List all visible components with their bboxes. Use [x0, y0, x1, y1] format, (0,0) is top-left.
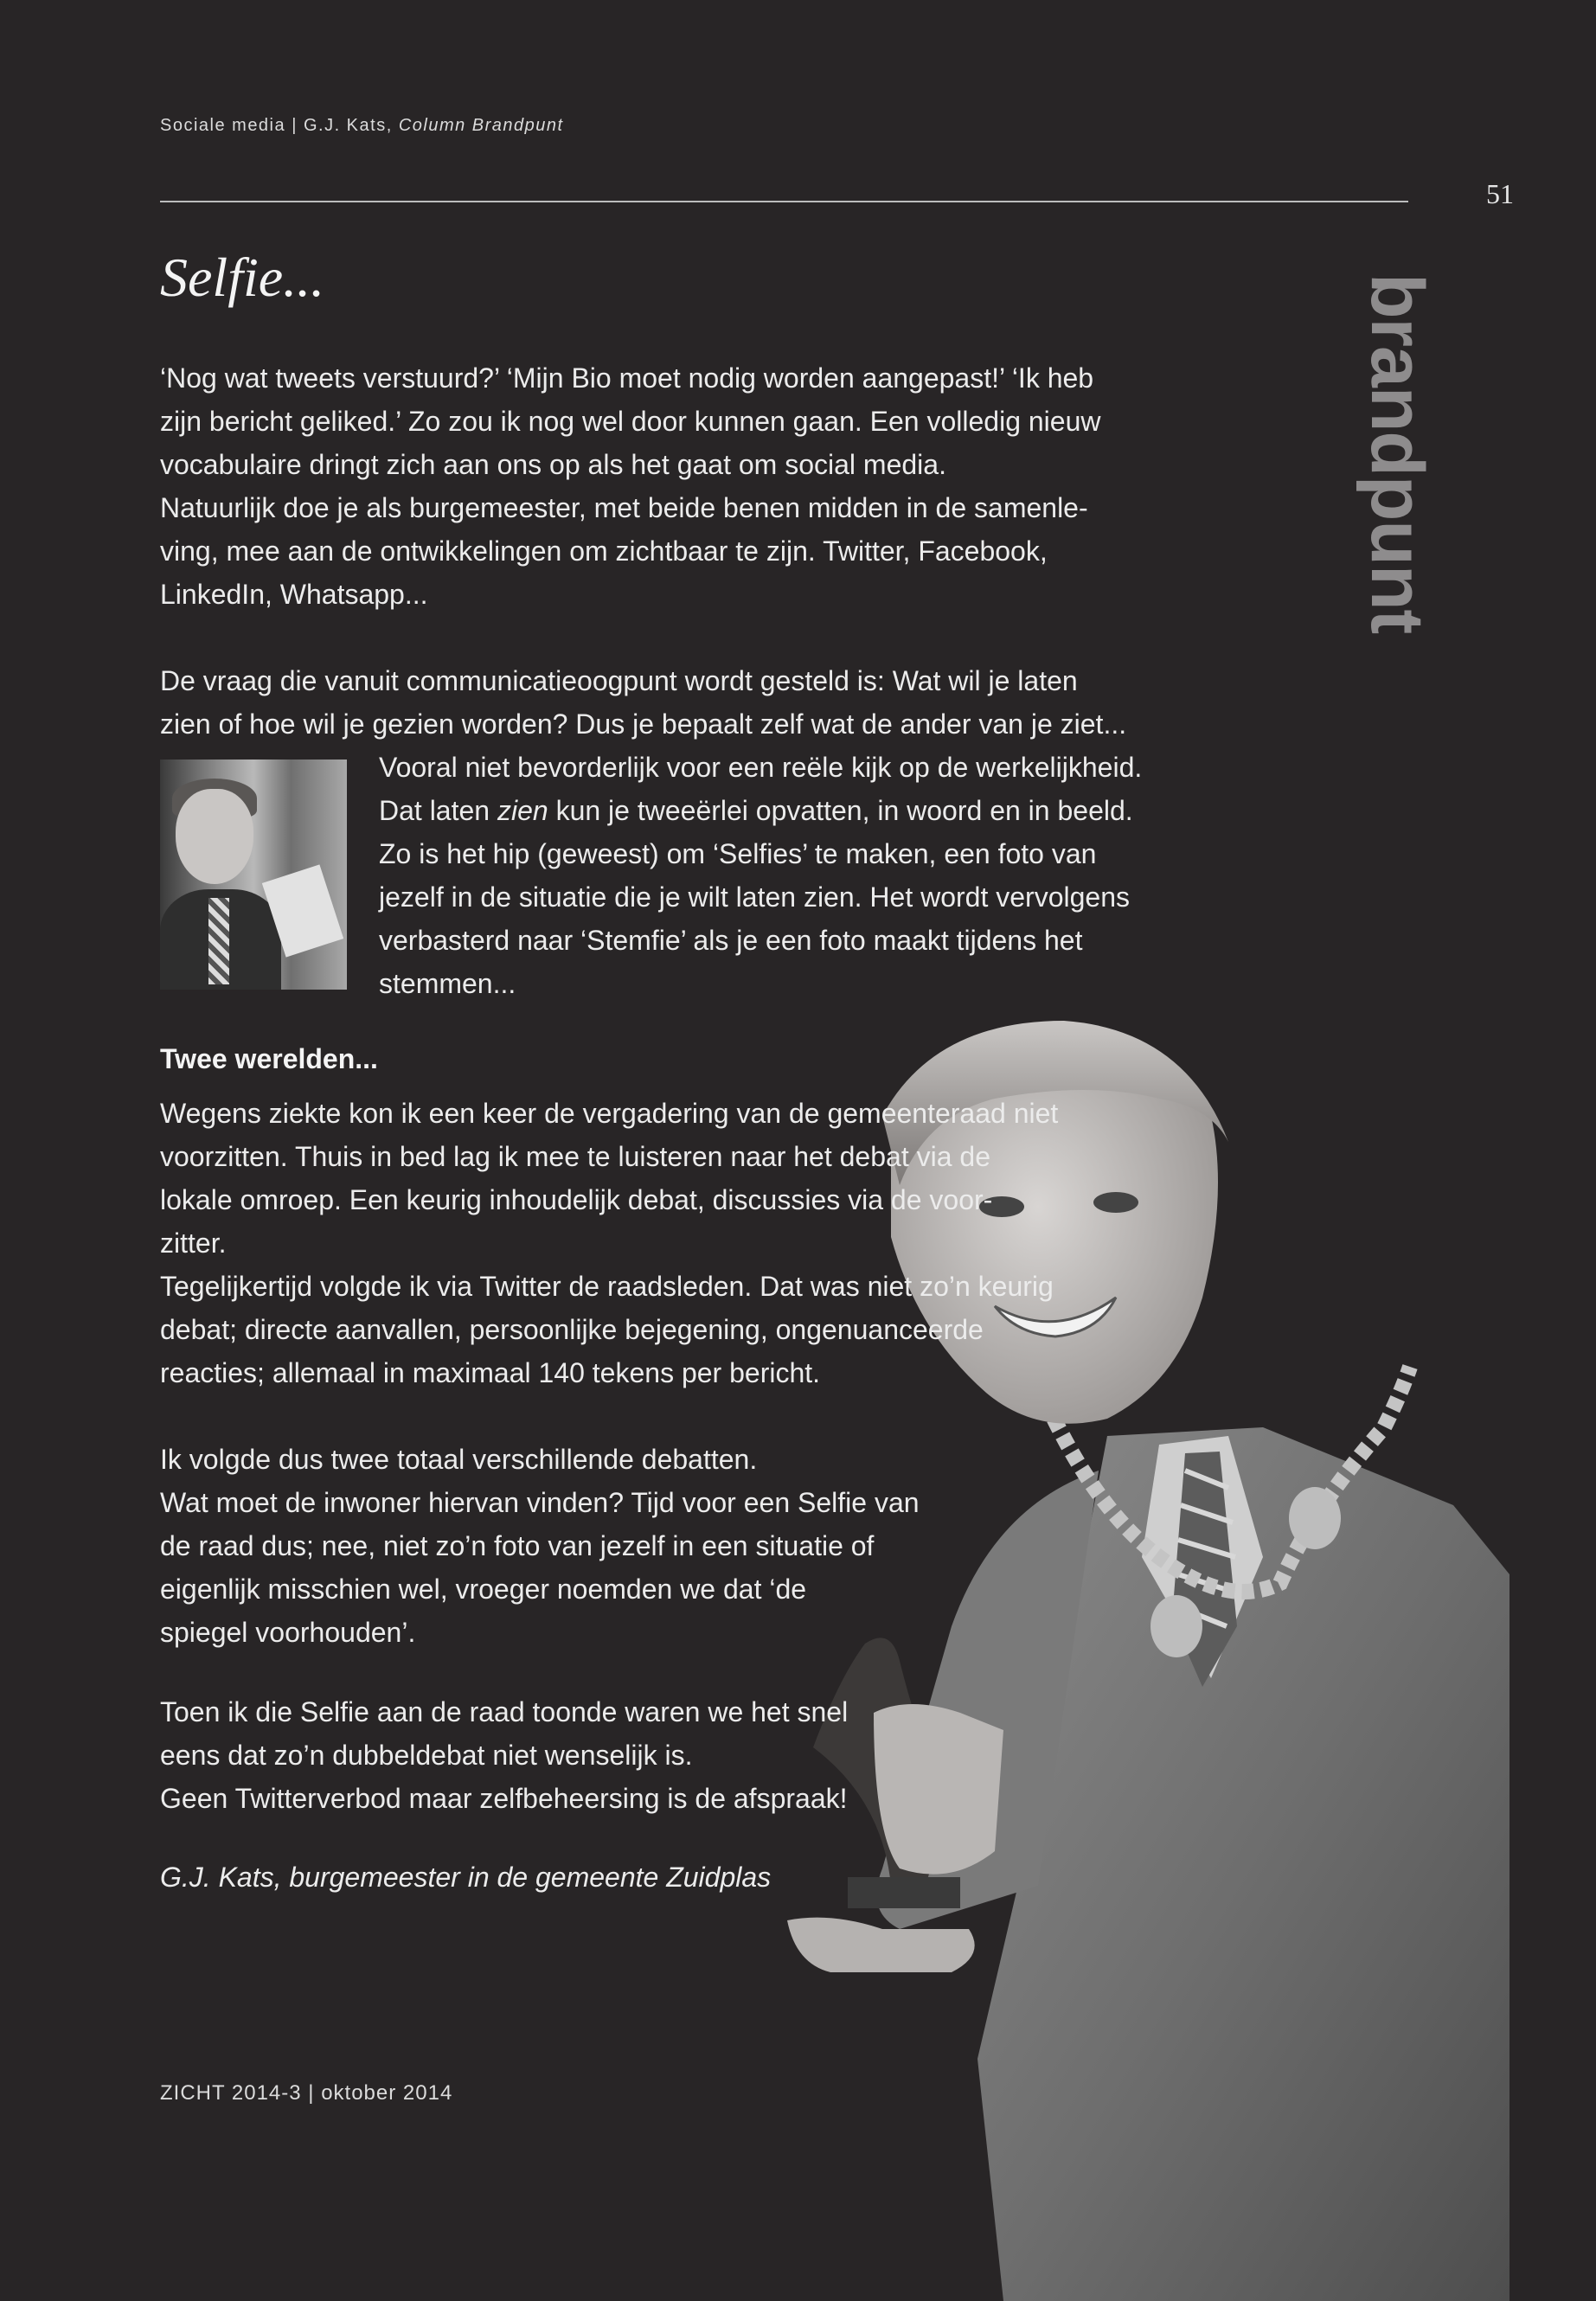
text-line: jezelf in de situatie die je wilt laten zien. Het wordt vervolgens [379, 881, 1130, 913]
paragraph-selfie [379, 746, 1142, 1005]
page-number: 51 [1486, 178, 1514, 209]
header-section: Sociale media [160, 116, 286, 135]
text-line: stemmen... [379, 968, 516, 999]
author-signature: G.J. Kats, burgemeester in de gemeente Zuidplas [160, 1862, 772, 1893]
text-line: eens dat zo’n dubbeldebat niet wenselijk is. [160, 1740, 693, 1771]
header-separator: | [292, 116, 298, 135]
header-column: Column Brandpunt [398, 116, 564, 135]
text-line: eigenlijk misschien wel, vroeger noemden we dat ‘de [160, 1574, 807, 1605]
paragraph-conclusion [160, 1690, 848, 1820]
text-line: reacties; allemaal in maximaal 140 tekens per bericht. [160, 1357, 821, 1388]
text-line: Wat moet de inwoner hiervan vinden? Tijd voor een Selfie van [160, 1487, 920, 1518]
text-line: zitter. [160, 1227, 227, 1259]
text-line: voorzitten. Thuis in bed lag ik mee te luisteren naar het debat via de [160, 1141, 990, 1172]
paragraph-intro [160, 356, 1100, 616]
header-rule [160, 201, 1408, 202]
text-line: spiegel voorhouden’. [160, 1617, 416, 1648]
text-line: Toen ik die Selfie aan de raad toonde waren we het snel [160, 1696, 849, 1727]
text-line: Ik volgde dus twee totaal verschillende debatten. [160, 1444, 758, 1475]
text-line: LinkedIn, Whatsapp... [160, 579, 428, 610]
text-line: Dat laten zien kun je tweeërlei opvatten, in woord en in beeld. [379, 795, 1133, 826]
paragraph-question [160, 659, 1126, 746]
paragraph-debates [160, 1438, 920, 1654]
text-line: ving, mee aan de ontwikkelingen om zichtbaar te zijn. Twitter, Facebook, [160, 535, 1048, 567]
text-line: ‘Nog wat tweets verstuurd?’ ‘Mijn Bio moet nodig worden aangepast!’ ‘Ik heb [160, 362, 1094, 394]
section-heading: Twee werelden... [160, 1043, 378, 1074]
text-line: Natuurlijk doe je als burgemeester, met beide benen midden in de samenle- [160, 492, 1088, 523]
text-line: Geen Twitterverbod maar zelfbeheersing is de afspraak! [160, 1783, 848, 1814]
text-line: zijn bericht geliked.’ Zo zou ik nog wel door kunnen gaan. Een volledig nieuw [160, 406, 1101, 437]
page-footer: ZICHT 2014-3 | oktober 2014 [160, 2081, 453, 2105]
text-line: Tegelijkertijd volgde ik via Twitter de raadsleden. Dat was niet zo’n keurig [160, 1271, 1054, 1302]
text-line: Zo is het hip (geweest) om ‘Selfies’ te maken, een foto van [379, 838, 1097, 869]
text-line: Vooral niet bevorderlijk voor een reële kijk op de werkelijkheid. [379, 752, 1143, 783]
text-line: de raad dus; nee, niet zo’n foto van jezelf in een situatie of [160, 1530, 875, 1561]
text-line: zien of hoe wil je gezien worden? Dus je bepaalt zelf wat de ander van je ziet... [160, 708, 1127, 740]
text-line: De vraag die vanuit communicatieoogpunt wordt gesteld is: Wat wil je laten [160, 665, 1078, 696]
text-line: verbasterd naar ‘Stemfie’ als je een foto maakt tijdens het [379, 925, 1083, 956]
running-header [160, 116, 564, 136]
article-title: Selfie... [160, 247, 325, 308]
header-author: G.J. Kats, [303, 116, 393, 135]
stemfie-photo [160, 760, 347, 990]
text-line: lokale omroep. Een keurig inhoudelijk debat, discussies via de voor- [160, 1184, 993, 1215]
paragraph-two-worlds [160, 1092, 1058, 1394]
text-line: debat; directe aanvallen, persoonlijke bejegening, ongenuanceerde [160, 1314, 984, 1345]
text-line: Wegens ziekte kon ik een keer de vergadering van de gemeenteraad niet [160, 1098, 1059, 1129]
emphasis: zien [497, 795, 548, 826]
section-tab: brandpunt [1356, 273, 1439, 634]
text-line: vocabulaire dringt zich aan ons op als het gaat om social media. [160, 449, 946, 480]
